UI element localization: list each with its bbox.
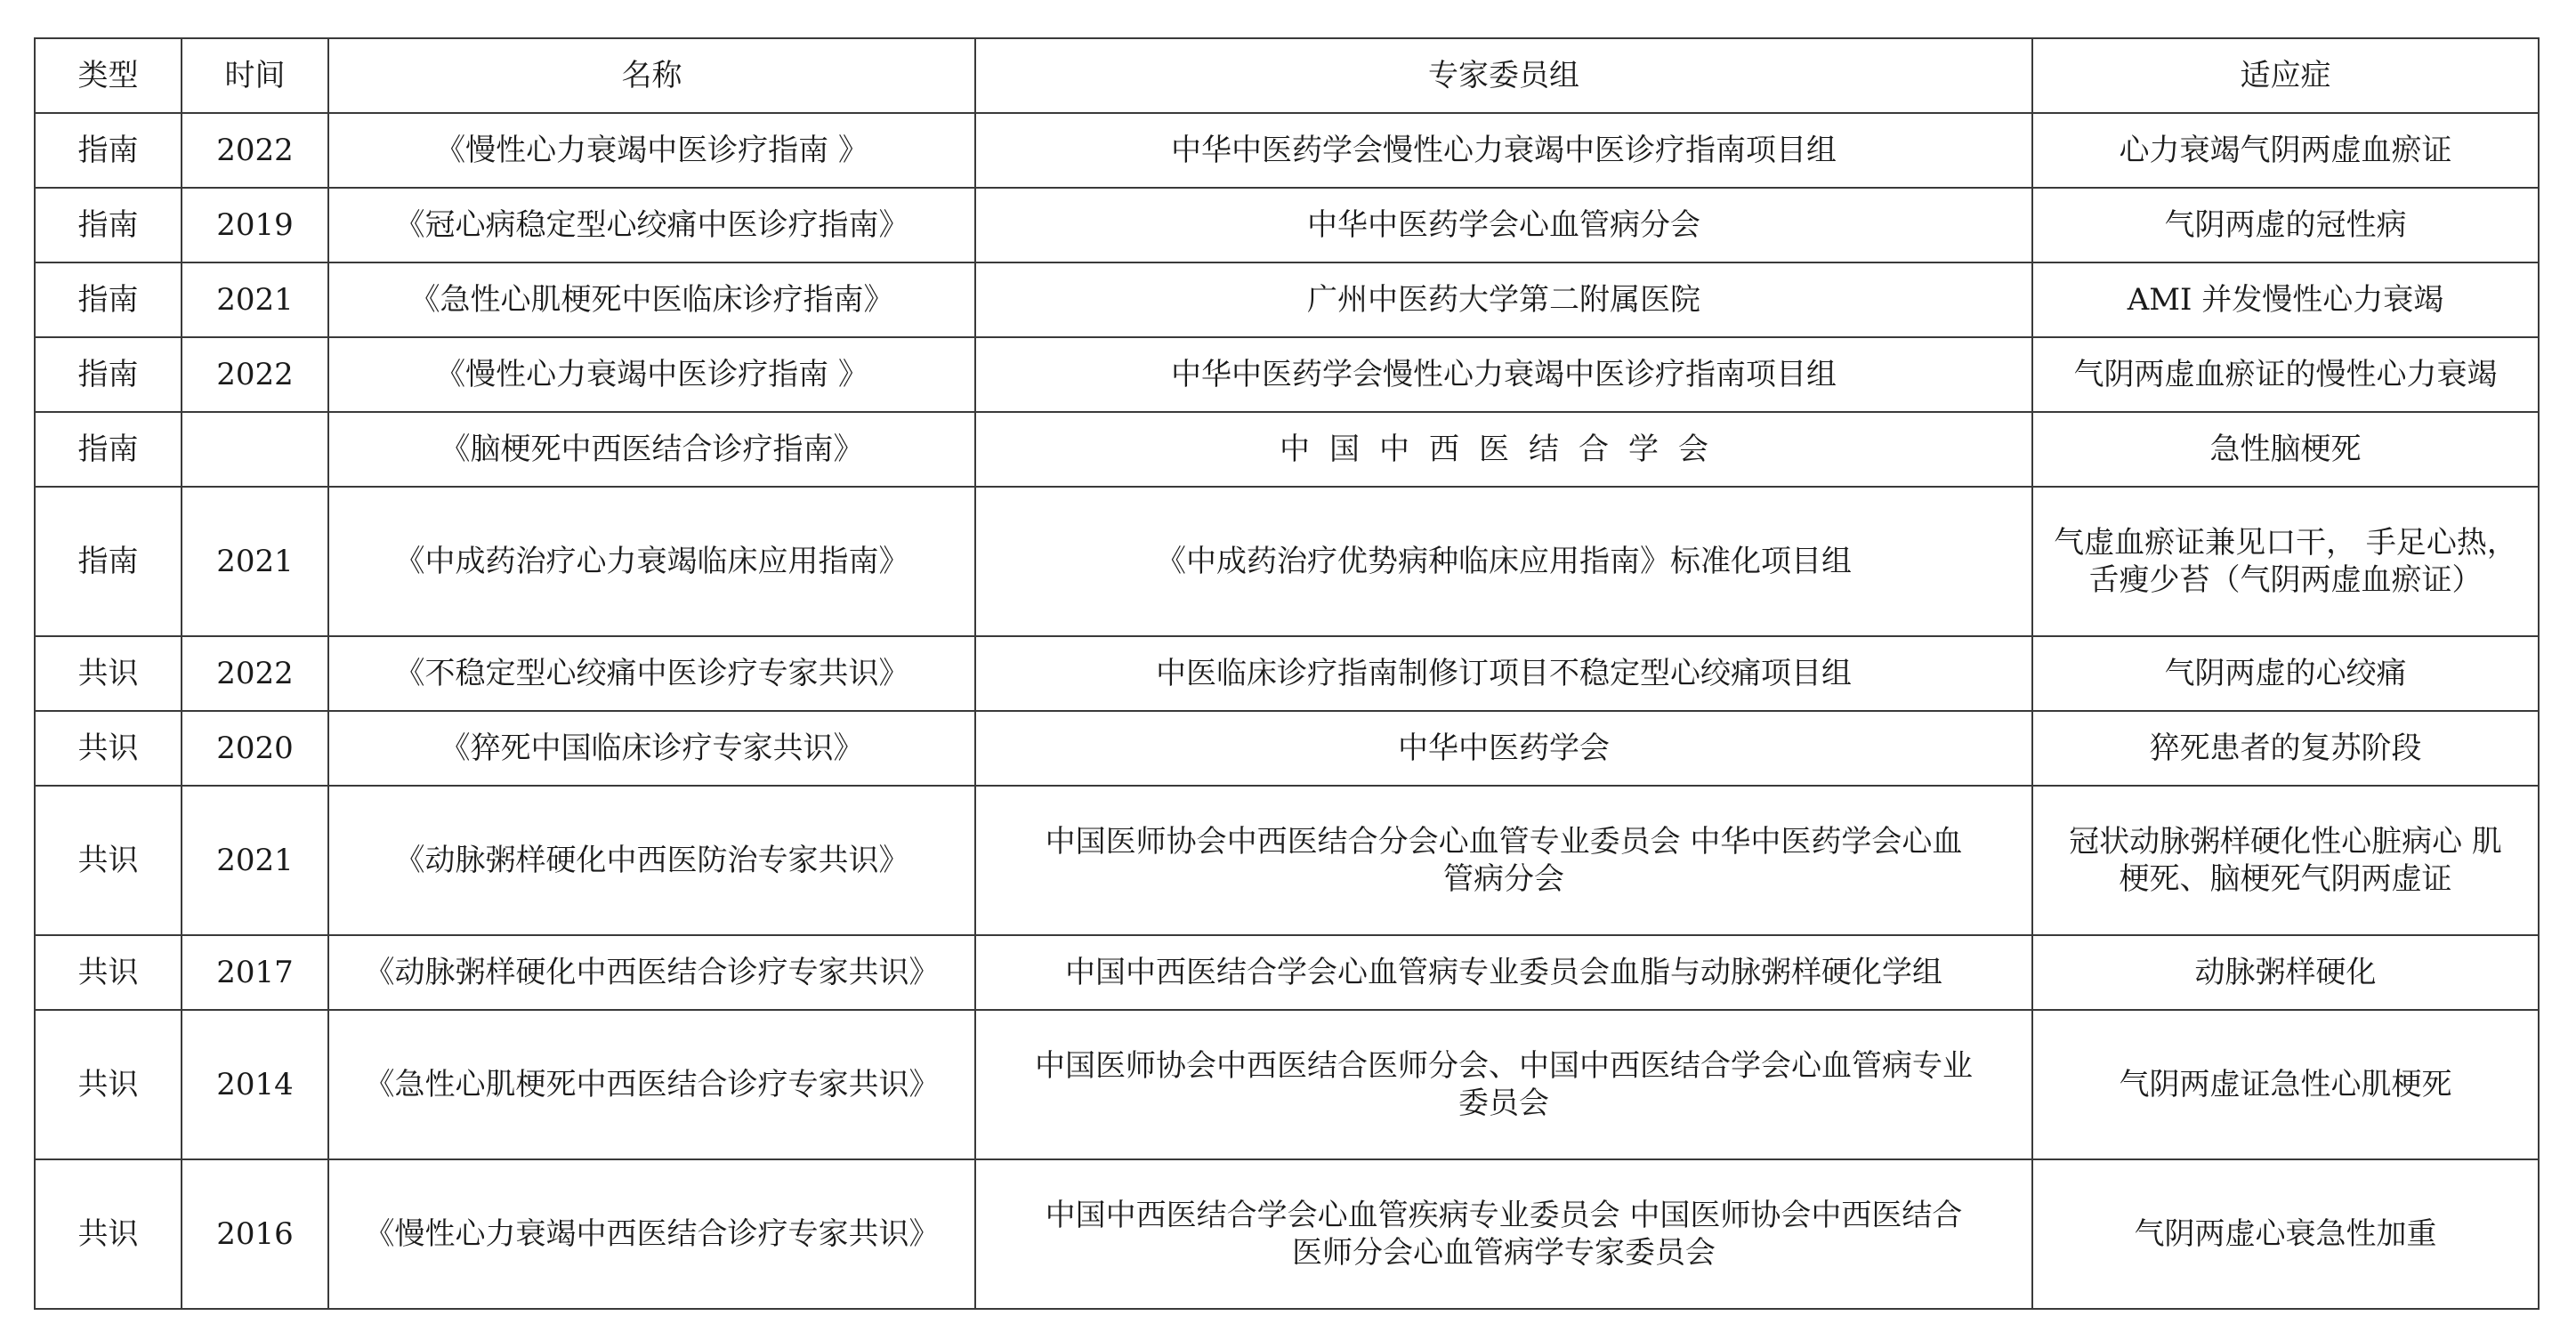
cell-year: 2014 (182, 1010, 328, 1159)
cell-committee: 中华中医药学会心血管病分会 (975, 188, 2032, 262)
cell-type: 共识 (35, 1159, 182, 1309)
cell-year (182, 412, 328, 487)
cell-name: 《急性心肌梗死中西医结合诊疗专家共识》 (328, 1010, 975, 1159)
cell-type: 共识 (35, 935, 182, 1010)
cell-indication: 冠状动脉粥样硬化性心脏病心 肌 梗死、脑梗死气阴两虚证 (2032, 786, 2539, 935)
cell-indication: 气虚血瘀证兼见口干， 手足心热， 舌瘦少苔（气阴两虚血瘀证） (2032, 487, 2539, 636)
cell-name: 《急性心肌梗死中医临床诊疗指南》 (328, 262, 975, 337)
cell-name: 《不稳定型心绞痛中医诊疗专家共识》 (328, 636, 975, 711)
cell-type: 共识 (35, 1010, 182, 1159)
cell-indication: 心力衰竭气阴两虚血瘀证 (2032, 113, 2539, 188)
cell-year: 2022 (182, 113, 328, 188)
cell-name: 《脑梗死中西医结合诊疗指南》 (328, 412, 975, 487)
cell-indication: 动脉粥样硬化 (2032, 935, 2539, 1010)
cell-committee: 广州中医药大学第二附属医院 (975, 262, 2032, 337)
table-row (35, 337, 2539, 412)
cell-committee: 中医临床诊疗指南制修订项目不稳定型心绞痛项目组 (975, 636, 2032, 711)
cell-indication: 急性脑梗死 (2032, 412, 2539, 487)
header-type: 类型 (35, 38, 182, 113)
cell-indication: 气阴两虚证急性心肌梗死 (2032, 1010, 2539, 1159)
header-name: 名称 (328, 38, 975, 113)
cell-indication: 气阴两虚血瘀证的慢性心力衰竭 (2032, 337, 2539, 412)
table-row (35, 262, 2539, 337)
cell-type: 指南 (35, 113, 182, 188)
cell-indication: 气阴两虚心衰急性加重 (2032, 1159, 2539, 1309)
cell-committee: 《中成药治疗优势病种临床应用指南》标准化项目组 (975, 487, 2032, 636)
cell-committee: 中华中医药学会 (975, 711, 2032, 786)
cell-name: 《慢性心力衰竭中医诊疗指南 》 (328, 113, 975, 188)
cell-committee: 中华中医药学会慢性心力衰竭中医诊疗指南项目组 (975, 337, 2032, 412)
cell-committee: 中国中西医结合学会心血管病专业委员会血脂与动脉粥样硬化学组 (975, 935, 2032, 1010)
cell-year: 2020 (182, 711, 328, 786)
cell-type: 指南 (35, 412, 182, 487)
header-committee: 专家委员组 (975, 38, 2032, 113)
table-row (35, 188, 2539, 262)
cell-committee: 中国医师协会中西医结合分会心血管专业委员会 中华中医药学会心血 管病分会 (975, 786, 2032, 935)
cell-indication: 气阴两虚的冠性病 (2032, 188, 2539, 262)
cell-committee: 中华中医药学会慢性心力衰竭中医诊疗指南项目组 (975, 113, 2032, 188)
cell-year: 2016 (182, 1159, 328, 1309)
cell-name: 《中成药治疗心力衰竭临床应用指南》 (328, 487, 975, 636)
cell-type: 共识 (35, 711, 182, 786)
cell-year: 2021 (182, 487, 328, 636)
cell-committee: 中国中西医结合学会 (975, 412, 2032, 487)
cell-indication: 气阴两虚的心绞痛 (2032, 636, 2539, 711)
cell-name: 《动脉粥样硬化中西医结合诊疗专家共识》 (328, 935, 975, 1010)
cell-committee: 中国中西医结合学会心血管疾病专业委员会 中国医师协会中西医结合 医师分会心血管病学专家委员会 (975, 1159, 2032, 1309)
cell-year: 2019 (182, 188, 328, 262)
cell-year: 2021 (182, 262, 328, 337)
cell-type: 共识 (35, 786, 182, 935)
cell-type: 共识 (35, 636, 182, 711)
cell-year: 2022 (182, 337, 328, 412)
table-row (35, 1010, 2539, 1159)
table-row (35, 412, 2539, 487)
table-row (35, 636, 2539, 711)
cell-year: 2021 (182, 786, 328, 935)
cell-type: 指南 (35, 262, 182, 337)
cell-name: 《冠心病稳定型心绞痛中医诊疗指南》 (328, 188, 975, 262)
header-year: 时间 (182, 38, 328, 113)
cell-type: 指南 (35, 337, 182, 412)
cell-name: 《动脉粥样硬化中西医防治专家共识》 (328, 786, 975, 935)
cell-indication: 猝死患者的复苏阶段 (2032, 711, 2539, 786)
header-row (35, 38, 2539, 113)
table-row (35, 487, 2539, 636)
guideline-table (34, 37, 2540, 1310)
cell-year: 2017 (182, 935, 328, 1010)
table-row (35, 711, 2539, 786)
header-indication: 适应症 (2032, 38, 2539, 113)
cell-year: 2022 (182, 636, 328, 711)
cell-name: 《慢性心力衰竭中西医结合诊疗专家共识》 (328, 1159, 975, 1309)
cell-type: 指南 (35, 487, 182, 636)
table-row (35, 113, 2539, 188)
cell-type: 指南 (35, 188, 182, 262)
cell-name: 《慢性心力衰竭中医诊疗指南 》 (328, 337, 975, 412)
table-row (35, 935, 2539, 1010)
table-row (35, 786, 2539, 935)
cell-name: 《猝死中国临床诊疗专家共识》 (328, 711, 975, 786)
cell-committee: 中国医师协会中西医结合医师分会、中国中西医结合学会心血管病专业 委员会 (975, 1010, 2032, 1159)
table-row (35, 1159, 2539, 1309)
cell-indication: AMI 并发慢性心力衰竭 (2032, 262, 2539, 337)
